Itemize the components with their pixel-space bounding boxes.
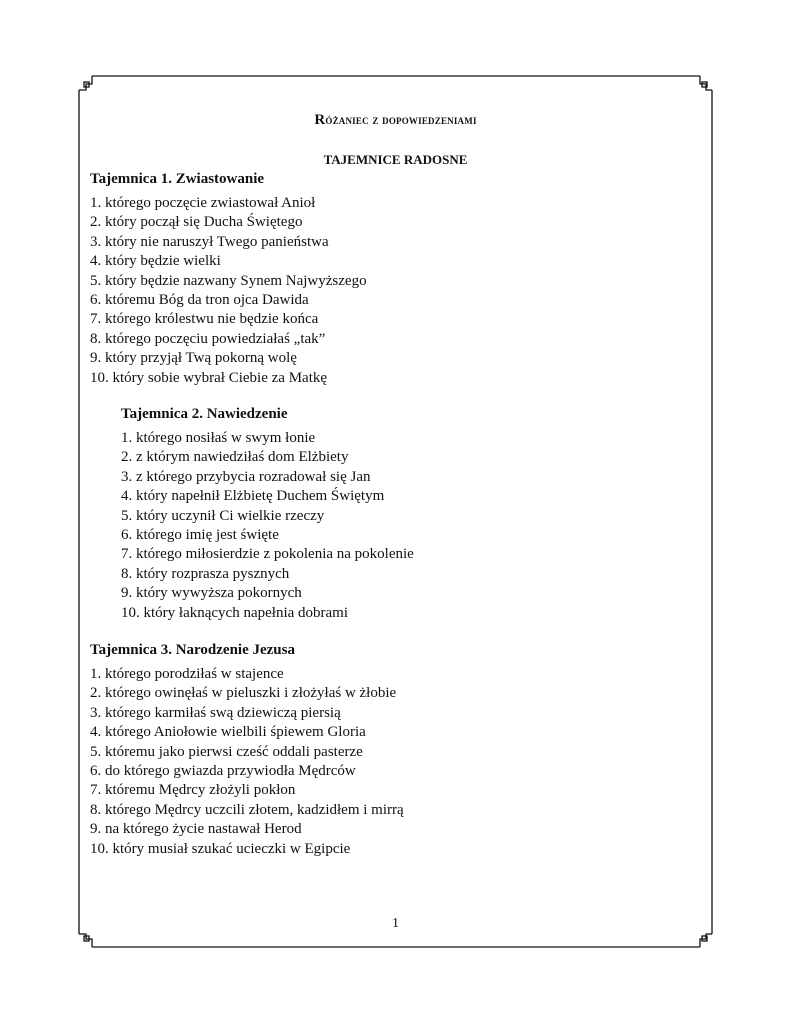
- document-title: [0, 112, 791, 129]
- page-number: 1: [392, 916, 399, 931]
- list-item: 10. który łaknących napełnia dobrami: [121, 604, 349, 621]
- section-group-title: TAJEMNICE RADOSNE: [323, 152, 468, 167]
- list-item: 1. którego poczęcie zwiastował Anioł: [90, 195, 316, 211]
- list-item: 9. na którego życie nastawał Herod: [90, 821, 302, 838]
- list-item: 5. któremu jako pierwsi cześć oddali pasterze: [90, 743, 363, 760]
- list-item: 8. którego poczęciu powiedziałaś „tak”: [90, 330, 326, 347]
- list-item: 9. który przyjął Twą pokorną wolę: [90, 350, 297, 367]
- list-item: 9. który wywyższa pokornych: [121, 585, 302, 602]
- list-item: 8. który rozprasza pysznych: [121, 565, 290, 582]
- list-item: 4. który napełnił Elżbietę Duchem Świętym: [121, 488, 385, 505]
- mystery-list: [90, 665, 404, 859]
- list-item: 3. który nie naruszył Twego panieństwa: [90, 233, 329, 250]
- list-item: 1. którego nosiłaś w swym łonie: [121, 430, 316, 446]
- list-item: 5. który uczynił Ci wielkie rzeczy: [121, 507, 325, 524]
- list-item: 1. którego porodziłaś w stajence: [90, 666, 284, 682]
- mystery-section-1: [90, 170, 367, 388]
- title-rest: óżaniec z dopowiedzeniami: [325, 112, 477, 127]
- list-item: 8. którego Mędrcy uczcili złotem, kadzidłem i mirrą: [90, 801, 404, 818]
- mystery-section-3: [90, 641, 404, 859]
- list-item: 7. któremu Mędrcy złożyli pokłon: [90, 782, 296, 799]
- list-item: 6. któremu Bóg da tron ojca Dawida: [90, 292, 309, 309]
- mystery-heading: Tajemnica 3. Narodzenie Jezusa: [90, 642, 295, 658]
- list-item: 5. który będzie nazwany Synem Najwyższego: [90, 272, 367, 289]
- list-item: 4. który będzie wielki: [90, 253, 221, 270]
- list-item: 6. którego imię jest święte: [121, 527, 279, 544]
- list-item: 3. którego karmiłaś swą dziewiczą piersią: [90, 704, 341, 721]
- list-item: 2. z którym nawiedziłaś dom Elżbiety: [121, 449, 349, 466]
- list-item: 10. który musiał szukać ucieczki w Egipcie: [90, 840, 351, 857]
- mystery-heading: Tajemnica 1. Zwiastowanie: [90, 171, 265, 187]
- list-item: 7. którego miłosierdzie z pokolenia na pokolenie: [121, 546, 414, 563]
- mystery-list: [121, 429, 414, 623]
- list-item: 7. którego królestwu nie będzie końca: [90, 311, 319, 328]
- list-item: 6. do którego gwiazda przywiodła Mędrców: [90, 763, 356, 780]
- title-initial: R: [314, 112, 326, 128]
- list-item: 2. którego owinęłaś w pieluszki i złożyłaś w żłobie: [90, 685, 397, 702]
- list-item: 10. który sobie wybrał Ciebie za Matkę: [90, 369, 328, 386]
- mystery-section-2: [121, 405, 414, 623]
- mystery-list: [90, 194, 367, 388]
- list-item: 2. który począł się Ducha Świętego: [90, 214, 303, 231]
- list-item: 3. z którego przybycia rozradował się Jan: [121, 468, 371, 485]
- mystery-heading: Tajemnica 2. Nawiedzenie: [121, 406, 288, 422]
- list-item: 4. którego Aniołowie wielbili śpiewem Gloria: [90, 724, 366, 741]
